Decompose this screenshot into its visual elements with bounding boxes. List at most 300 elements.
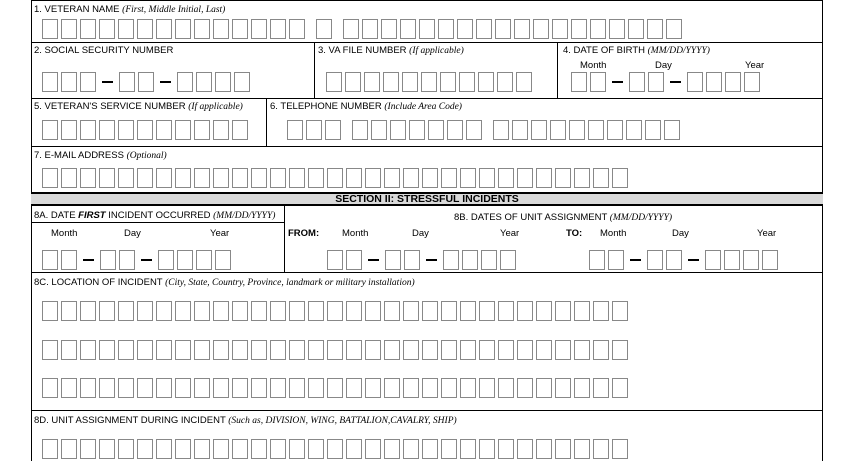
char-box[interactable] bbox=[118, 301, 134, 321]
char-box[interactable] bbox=[422, 340, 438, 360]
char-box[interactable] bbox=[571, 72, 587, 92]
char-box[interactable] bbox=[479, 168, 495, 188]
char-box[interactable] bbox=[533, 19, 549, 39]
location-boxes-line-2[interactable] bbox=[42, 340, 631, 360]
char-box[interactable] bbox=[612, 168, 628, 188]
char-box[interactable] bbox=[327, 250, 343, 270]
char-box[interactable] bbox=[441, 168, 457, 188]
char-box[interactable] bbox=[156, 340, 172, 360]
char-box[interactable] bbox=[137, 120, 153, 140]
char-box[interactable] bbox=[384, 439, 400, 459]
char-box[interactable] bbox=[460, 168, 476, 188]
char-box[interactable] bbox=[536, 378, 552, 398]
char-box[interactable] bbox=[119, 250, 135, 270]
char-box[interactable] bbox=[441, 378, 457, 398]
char-box[interactable] bbox=[42, 378, 58, 398]
char-box[interactable] bbox=[517, 301, 533, 321]
char-box[interactable] bbox=[61, 250, 77, 270]
char-box[interactable] bbox=[42, 19, 58, 39]
telephone-boxes[interactable] bbox=[287, 120, 683, 140]
char-box[interactable] bbox=[384, 301, 400, 321]
char-box[interactable] bbox=[460, 340, 476, 360]
char-box[interactable] bbox=[404, 250, 420, 270]
char-box[interactable] bbox=[80, 340, 96, 360]
char-box[interactable] bbox=[232, 19, 248, 39]
char-box[interactable] bbox=[156, 301, 172, 321]
char-box[interactable] bbox=[403, 301, 419, 321]
char-box[interactable] bbox=[628, 19, 644, 39]
char-box[interactable] bbox=[574, 340, 590, 360]
char-box[interactable] bbox=[196, 250, 212, 270]
char-box[interactable] bbox=[99, 168, 115, 188]
char-box[interactable] bbox=[555, 439, 571, 459]
char-box[interactable] bbox=[666, 250, 682, 270]
char-box[interactable] bbox=[555, 168, 571, 188]
char-box[interactable] bbox=[588, 120, 604, 140]
char-box[interactable] bbox=[156, 378, 172, 398]
char-box[interactable] bbox=[607, 120, 623, 140]
char-box[interactable] bbox=[175, 19, 191, 39]
ssn-boxes[interactable] bbox=[42, 72, 253, 92]
char-box[interactable] bbox=[609, 19, 625, 39]
char-box[interactable] bbox=[308, 340, 324, 360]
char-box[interactable] bbox=[346, 378, 362, 398]
char-box[interactable] bbox=[569, 120, 585, 140]
char-box[interactable] bbox=[99, 439, 115, 459]
char-box[interactable] bbox=[289, 168, 305, 188]
char-box[interactable] bbox=[500, 250, 516, 270]
char-box[interactable] bbox=[308, 168, 324, 188]
char-box[interactable] bbox=[175, 120, 191, 140]
char-box[interactable] bbox=[42, 340, 58, 360]
char-box[interactable] bbox=[196, 72, 212, 92]
char-box[interactable] bbox=[80, 301, 96, 321]
char-box[interactable] bbox=[383, 72, 399, 92]
char-box[interactable] bbox=[402, 72, 418, 92]
char-box[interactable] bbox=[270, 19, 286, 39]
char-box[interactable] bbox=[466, 120, 482, 140]
location-boxes-line-1[interactable] bbox=[42, 301, 631, 321]
char-box[interactable] bbox=[251, 168, 267, 188]
char-box[interactable] bbox=[80, 378, 96, 398]
char-box[interactable] bbox=[498, 340, 514, 360]
char-box[interactable] bbox=[346, 168, 362, 188]
char-box[interactable] bbox=[80, 120, 96, 140]
char-box[interactable] bbox=[194, 301, 210, 321]
char-box[interactable] bbox=[626, 120, 642, 140]
char-box[interactable] bbox=[664, 120, 680, 140]
char-box[interactable] bbox=[365, 378, 381, 398]
char-box[interactable] bbox=[648, 72, 664, 92]
char-box[interactable] bbox=[289, 378, 305, 398]
char-box[interactable] bbox=[118, 19, 134, 39]
char-box[interactable] bbox=[61, 19, 77, 39]
char-box[interactable] bbox=[346, 301, 362, 321]
char-box[interactable] bbox=[213, 19, 229, 39]
char-box[interactable] bbox=[441, 340, 457, 360]
char-box[interactable] bbox=[512, 120, 528, 140]
email-boxes[interactable] bbox=[42, 168, 631, 188]
char-box[interactable] bbox=[270, 340, 286, 360]
char-box[interactable] bbox=[365, 439, 381, 459]
char-box[interactable] bbox=[441, 439, 457, 459]
char-box[interactable] bbox=[99, 120, 115, 140]
char-box[interactable] bbox=[574, 439, 590, 459]
dob-boxes[interactable] bbox=[571, 72, 763, 92]
char-box[interactable] bbox=[403, 439, 419, 459]
char-box[interactable] bbox=[381, 19, 397, 39]
char-box[interactable] bbox=[289, 340, 305, 360]
char-box[interactable] bbox=[156, 120, 172, 140]
char-box[interactable] bbox=[346, 439, 362, 459]
char-box[interactable] bbox=[325, 120, 341, 140]
char-box[interactable] bbox=[327, 378, 343, 398]
char-box[interactable] bbox=[536, 301, 552, 321]
char-box[interactable] bbox=[42, 250, 58, 270]
char-box[interactable] bbox=[118, 340, 134, 360]
char-box[interactable] bbox=[61, 72, 77, 92]
char-box[interactable] bbox=[118, 378, 134, 398]
char-box[interactable] bbox=[213, 301, 229, 321]
char-box[interactable] bbox=[593, 340, 609, 360]
underline-8a bbox=[31, 222, 285, 223]
char-box[interactable] bbox=[645, 120, 661, 140]
char-box[interactable] bbox=[516, 72, 532, 92]
char-box[interactable] bbox=[138, 72, 154, 92]
char-box[interactable] bbox=[175, 340, 191, 360]
char-box[interactable] bbox=[762, 250, 778, 270]
char-box[interactable] bbox=[42, 72, 58, 92]
char-box[interactable] bbox=[232, 120, 248, 140]
char-box[interactable] bbox=[156, 439, 172, 459]
char-box[interactable] bbox=[326, 72, 342, 92]
char-box[interactable] bbox=[647, 19, 663, 39]
char-box[interactable] bbox=[552, 19, 568, 39]
char-box[interactable] bbox=[156, 168, 172, 188]
char-box[interactable] bbox=[61, 378, 77, 398]
to-date-boxes[interactable] bbox=[589, 250, 781, 270]
char-box[interactable] bbox=[517, 340, 533, 360]
char-box[interactable] bbox=[419, 19, 435, 39]
char-box[interactable] bbox=[42, 439, 58, 459]
char-box[interactable] bbox=[495, 19, 511, 39]
char-box[interactable] bbox=[593, 301, 609, 321]
char-box[interactable] bbox=[251, 378, 267, 398]
dash-separator bbox=[141, 259, 152, 261]
char-box[interactable] bbox=[384, 378, 400, 398]
char-box[interactable] bbox=[270, 378, 286, 398]
char-box[interactable] bbox=[647, 250, 663, 270]
char-box[interactable] bbox=[61, 439, 77, 459]
char-box[interactable] bbox=[194, 120, 210, 140]
telephone-label: 6. TELEPHONE NUMBER (Include Area Code) bbox=[270, 101, 462, 112]
char-box[interactable] bbox=[555, 378, 571, 398]
char-box[interactable] bbox=[270, 301, 286, 321]
char-box[interactable] bbox=[462, 250, 478, 270]
char-box[interactable] bbox=[608, 250, 624, 270]
char-box[interactable] bbox=[137, 301, 153, 321]
service-number-boxes[interactable] bbox=[42, 120, 251, 140]
char-box[interactable] bbox=[175, 378, 191, 398]
char-box[interactable] bbox=[177, 72, 193, 92]
char-box[interactable] bbox=[517, 439, 533, 459]
char-box[interactable] bbox=[514, 19, 530, 39]
to-label: TO: bbox=[566, 228, 583, 239]
dash-separator bbox=[688, 259, 699, 261]
char-box[interactable] bbox=[156, 19, 172, 39]
char-box[interactable] bbox=[99, 301, 115, 321]
char-box[interactable] bbox=[119, 72, 135, 92]
char-box[interactable] bbox=[345, 72, 361, 92]
char-box[interactable] bbox=[289, 19, 305, 39]
divider-5 bbox=[31, 272, 823, 273]
first-incident-date-boxes[interactable] bbox=[42, 250, 234, 270]
frame-top bbox=[31, 0, 823, 1]
char-box[interactable] bbox=[215, 250, 231, 270]
char-box[interactable] bbox=[574, 378, 590, 398]
char-box[interactable] bbox=[571, 19, 587, 39]
char-box[interactable] bbox=[593, 439, 609, 459]
char-box[interactable] bbox=[306, 120, 322, 140]
char-box[interactable] bbox=[498, 301, 514, 321]
char-box[interactable] bbox=[175, 301, 191, 321]
char-box[interactable] bbox=[403, 378, 419, 398]
char-box[interactable] bbox=[270, 439, 286, 459]
char-box[interactable] bbox=[365, 301, 381, 321]
char-box[interactable] bbox=[593, 168, 609, 188]
char-box[interactable] bbox=[194, 340, 210, 360]
char-box[interactable] bbox=[251, 340, 267, 360]
char-box[interactable] bbox=[384, 340, 400, 360]
char-box[interactable] bbox=[232, 378, 248, 398]
char-box[interactable] bbox=[365, 168, 381, 188]
unit-assignment-boxes[interactable] bbox=[42, 439, 631, 459]
char-box[interactable] bbox=[194, 168, 210, 188]
char-box[interactable] bbox=[743, 250, 759, 270]
char-box[interactable] bbox=[612, 301, 628, 321]
char-box[interactable] bbox=[289, 439, 305, 459]
char-box[interactable] bbox=[403, 168, 419, 188]
char-box[interactable] bbox=[362, 19, 378, 39]
char-box[interactable] bbox=[80, 72, 96, 92]
char-box[interactable] bbox=[352, 120, 368, 140]
char-box[interactable] bbox=[612, 340, 628, 360]
char-box[interactable] bbox=[137, 19, 153, 39]
char-box[interactable] bbox=[137, 378, 153, 398]
char-box[interactable] bbox=[460, 439, 476, 459]
char-box[interactable] bbox=[137, 439, 153, 459]
char-box[interactable] bbox=[42, 120, 58, 140]
char-box[interactable] bbox=[213, 340, 229, 360]
char-box[interactable] bbox=[177, 250, 193, 270]
char-box[interactable] bbox=[364, 72, 380, 92]
char-box[interactable] bbox=[476, 19, 492, 39]
char-box[interactable] bbox=[42, 301, 58, 321]
char-box[interactable] bbox=[99, 340, 115, 360]
char-box[interactable] bbox=[194, 439, 210, 459]
char-box[interactable] bbox=[590, 72, 606, 92]
char-box[interactable] bbox=[385, 250, 401, 270]
frame-right bbox=[822, 0, 823, 461]
char-box[interactable] bbox=[531, 120, 547, 140]
char-box[interactable] bbox=[612, 439, 628, 459]
first-incident-year-caption: Year bbox=[210, 228, 230, 239]
char-box[interactable] bbox=[441, 301, 457, 321]
char-box[interactable] bbox=[460, 378, 476, 398]
char-box[interactable] bbox=[61, 340, 77, 360]
char-box[interactable] bbox=[308, 301, 324, 321]
char-box[interactable] bbox=[517, 378, 533, 398]
char-box[interactable] bbox=[289, 301, 305, 321]
char-box[interactable] bbox=[251, 19, 267, 39]
char-box[interactable] bbox=[213, 378, 229, 398]
char-box[interactable] bbox=[346, 250, 362, 270]
char-box[interactable] bbox=[99, 378, 115, 398]
char-box[interactable] bbox=[438, 19, 454, 39]
divider-1 bbox=[31, 42, 823, 43]
char-box[interactable] bbox=[443, 250, 459, 270]
char-box[interactable] bbox=[706, 72, 722, 92]
char-box[interactable] bbox=[422, 168, 438, 188]
char-box[interactable] bbox=[118, 168, 134, 188]
char-box[interactable] bbox=[612, 378, 628, 398]
char-box[interactable] bbox=[498, 168, 514, 188]
char-box[interactable] bbox=[457, 19, 473, 39]
char-box[interactable] bbox=[517, 168, 533, 188]
char-box[interactable] bbox=[705, 250, 721, 270]
char-box[interactable] bbox=[574, 168, 590, 188]
char-box[interactable] bbox=[61, 168, 77, 188]
char-box[interactable] bbox=[593, 378, 609, 398]
char-box[interactable] bbox=[232, 301, 248, 321]
char-box[interactable] bbox=[498, 378, 514, 398]
char-box[interactable] bbox=[724, 250, 740, 270]
char-box[interactable] bbox=[422, 439, 438, 459]
char-box[interactable] bbox=[327, 439, 343, 459]
char-box[interactable] bbox=[629, 72, 645, 92]
char-box[interactable] bbox=[234, 72, 250, 92]
char-box[interactable] bbox=[80, 439, 96, 459]
char-box[interactable] bbox=[409, 120, 425, 140]
char-box[interactable] bbox=[536, 439, 552, 459]
char-box[interactable] bbox=[497, 72, 513, 92]
char-box[interactable] bbox=[175, 439, 191, 459]
char-box[interactable] bbox=[308, 378, 324, 398]
char-box[interactable] bbox=[422, 378, 438, 398]
char-box[interactable] bbox=[327, 168, 343, 188]
char-box[interactable] bbox=[459, 72, 475, 92]
char-box[interactable] bbox=[42, 168, 58, 188]
char-box[interactable] bbox=[422, 301, 438, 321]
char-box[interactable] bbox=[137, 340, 153, 360]
char-box[interactable] bbox=[460, 301, 476, 321]
char-box[interactable] bbox=[589, 250, 605, 270]
char-box[interactable] bbox=[232, 168, 248, 188]
char-box[interactable] bbox=[194, 378, 210, 398]
char-box[interactable] bbox=[327, 301, 343, 321]
char-box[interactable] bbox=[270, 168, 286, 188]
char-box[interactable] bbox=[61, 301, 77, 321]
location-boxes-line-3[interactable] bbox=[42, 378, 631, 398]
char-box[interactable] bbox=[555, 340, 571, 360]
char-box[interactable] bbox=[479, 340, 495, 360]
char-box[interactable] bbox=[99, 19, 115, 39]
char-box[interactable] bbox=[232, 340, 248, 360]
char-box[interactable] bbox=[400, 19, 416, 39]
char-box[interactable] bbox=[365, 340, 381, 360]
char-box[interactable] bbox=[744, 72, 760, 92]
char-box[interactable] bbox=[213, 439, 229, 459]
char-box[interactable] bbox=[80, 168, 96, 188]
char-box[interactable] bbox=[421, 72, 437, 92]
char-box[interactable] bbox=[316, 19, 332, 39]
char-box[interactable] bbox=[137, 168, 153, 188]
char-box[interactable] bbox=[481, 250, 497, 270]
char-box[interactable] bbox=[574, 301, 590, 321]
char-box[interactable] bbox=[479, 378, 495, 398]
veteran-name-label: 1. VETERAN NAME (First, Middle Initial, Last) bbox=[34, 4, 226, 15]
veteran-name-boxes[interactable] bbox=[42, 19, 685, 39]
char-box[interactable] bbox=[447, 120, 463, 140]
char-box[interactable] bbox=[687, 72, 703, 92]
char-box[interactable] bbox=[666, 19, 682, 39]
char-box[interactable] bbox=[403, 340, 419, 360]
char-box[interactable] bbox=[590, 19, 606, 39]
char-box[interactable] bbox=[343, 19, 359, 39]
char-box[interactable] bbox=[346, 340, 362, 360]
divider-6 bbox=[31, 410, 823, 411]
char-box[interactable] bbox=[555, 301, 571, 321]
char-box[interactable] bbox=[440, 72, 456, 92]
dash-separator bbox=[426, 259, 437, 261]
char-box[interactable] bbox=[194, 19, 210, 39]
char-box[interactable] bbox=[118, 439, 134, 459]
char-box[interactable] bbox=[61, 120, 77, 140]
char-box[interactable] bbox=[100, 250, 116, 270]
vdiv-8a bbox=[284, 206, 285, 272]
char-box[interactable] bbox=[390, 120, 406, 140]
char-box[interactable] bbox=[550, 120, 566, 140]
char-box[interactable] bbox=[213, 120, 229, 140]
char-box[interactable] bbox=[479, 301, 495, 321]
char-box[interactable] bbox=[287, 120, 303, 140]
char-box[interactable] bbox=[428, 120, 444, 140]
va-file-boxes[interactable] bbox=[326, 72, 535, 92]
char-box[interactable] bbox=[493, 120, 509, 140]
char-box[interactable] bbox=[215, 72, 231, 92]
char-box[interactable] bbox=[251, 301, 267, 321]
from-date-boxes[interactable] bbox=[327, 250, 519, 270]
char-box[interactable] bbox=[498, 439, 514, 459]
char-box[interactable] bbox=[232, 439, 248, 459]
char-box[interactable] bbox=[213, 168, 229, 188]
char-box[interactable] bbox=[327, 340, 343, 360]
dash-separator bbox=[670, 81, 681, 83]
char-box[interactable] bbox=[80, 19, 96, 39]
char-box[interactable] bbox=[308, 439, 324, 459]
char-box[interactable] bbox=[536, 168, 552, 188]
char-box[interactable] bbox=[536, 340, 552, 360]
char-box[interactable] bbox=[158, 250, 174, 270]
char-box[interactable] bbox=[251, 439, 267, 459]
char-box[interactable] bbox=[478, 72, 494, 92]
char-box[interactable] bbox=[384, 168, 400, 188]
char-box[interactable] bbox=[479, 439, 495, 459]
char-box[interactable] bbox=[725, 72, 741, 92]
char-box[interactable] bbox=[175, 168, 191, 188]
char-box[interactable] bbox=[118, 120, 134, 140]
char-box[interactable] bbox=[371, 120, 387, 140]
